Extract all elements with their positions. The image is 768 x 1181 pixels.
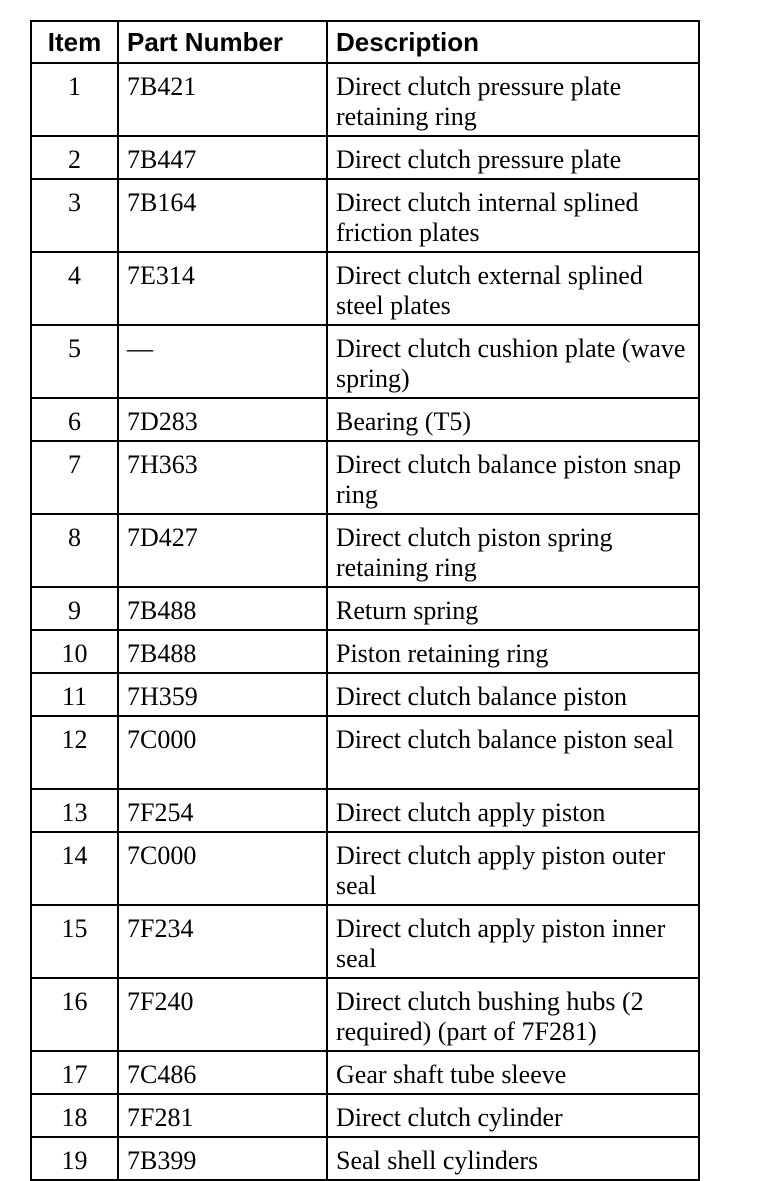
table-row <box>31 716 699 789</box>
item-cell: 12 <box>31 716 118 789</box>
item-cell: 16 <box>31 978 118 1051</box>
description-cell: Bearing (T5) <box>327 398 699 441</box>
item-header: Item <box>31 21 118 63</box>
item-cell: 14 <box>31 832 118 905</box>
item-cell: 19 <box>31 1137 118 1180</box>
part-number-cell: 7B421 <box>118 63 327 136</box>
table-row <box>31 789 699 832</box>
part-number-cell: 7B164 <box>118 179 327 252</box>
table-row <box>31 136 699 179</box>
description-cell: Direct clutch cushion plate (wave spring) <box>327 325 699 398</box>
description-cell: Direct clutch cylinder <box>327 1094 699 1137</box>
description-cell: Direct clutch balance piston seal <box>327 716 699 789</box>
part-number-cell: 7H363 <box>118 441 327 514</box>
table-row <box>31 441 699 514</box>
item-cell: 11 <box>31 673 118 716</box>
item-cell: 18 <box>31 1094 118 1137</box>
item-cell: 1 <box>31 63 118 136</box>
description-cell: Direct clutch balance piston snap ring <box>327 441 699 514</box>
parts-table <box>30 20 700 1181</box>
part-number-cell: 7B488 <box>118 587 327 630</box>
part-number-cell: 7B447 <box>118 136 327 179</box>
table-row <box>31 587 699 630</box>
part-number-cell: 7C486 <box>118 1051 327 1094</box>
item-cell: 7 <box>31 441 118 514</box>
description-cell: Direct clutch balance piston <box>327 673 699 716</box>
description-cell: Piston retaining ring <box>327 630 699 673</box>
item-cell: 13 <box>31 789 118 832</box>
table-row <box>31 1137 699 1180</box>
part-number-cell: 7C000 <box>118 716 327 789</box>
part-number-cell: — <box>118 325 327 398</box>
table-row <box>31 673 699 716</box>
description-cell: Direct clutch pressure plate retaining ring <box>327 63 699 136</box>
item-cell: 4 <box>31 252 118 325</box>
item-cell: 2 <box>31 136 118 179</box>
header-row <box>31 21 699 63</box>
table-row <box>31 905 699 978</box>
table-row <box>31 398 699 441</box>
part-number-cell: 7F240 <box>118 978 327 1051</box>
description-header: Description <box>327 21 699 63</box>
table-row <box>31 63 699 136</box>
item-cell: 17 <box>31 1051 118 1094</box>
table-row <box>31 325 699 398</box>
table-row <box>31 978 699 1051</box>
part-number-cell: 7H359 <box>118 673 327 716</box>
description-cell: Direct clutch pressure plate <box>327 136 699 179</box>
description-cell: Seal shell cylinders <box>327 1137 699 1180</box>
part-number-cell: 7B399 <box>118 1137 327 1180</box>
description-cell: Direct clutch bushing hubs (2 required) (part of 7F281) <box>327 978 699 1051</box>
part-number-cell: 7F281 <box>118 1094 327 1137</box>
item-cell: 5 <box>31 325 118 398</box>
table-row <box>31 832 699 905</box>
table-row <box>31 514 699 587</box>
part-number-header: Part Number <box>118 21 327 63</box>
part-number-cell: 7B488 <box>118 630 327 673</box>
table-row <box>31 630 699 673</box>
table-row <box>31 252 699 325</box>
description-cell: Direct clutch external splined steel plates <box>327 252 699 325</box>
table-row <box>31 1051 699 1094</box>
part-number-cell: 7F254 <box>118 789 327 832</box>
description-cell: Direct clutch piston spring retaining ring <box>327 514 699 587</box>
item-cell: 3 <box>31 179 118 252</box>
part-number-cell: 7E314 <box>118 252 327 325</box>
item-cell: 9 <box>31 587 118 630</box>
table-row <box>31 1094 699 1137</box>
part-number-cell: 7F234 <box>118 905 327 978</box>
part-number-cell: 7D283 <box>118 398 327 441</box>
description-cell: Direct clutch internal splined friction plates <box>327 179 699 252</box>
item-cell: 8 <box>31 514 118 587</box>
item-cell: 10 <box>31 630 118 673</box>
description-cell: Gear shaft tube sleeve <box>327 1051 699 1094</box>
description-cell: Direct clutch apply piston outer seal <box>327 832 699 905</box>
item-cell: 6 <box>31 398 118 441</box>
item-cell: 15 <box>31 905 118 978</box>
table-row <box>31 179 699 252</box>
description-cell: Direct clutch apply piston <box>327 789 699 832</box>
description-cell: Direct clutch apply piston inner seal <box>327 905 699 978</box>
part-number-cell: 7D427 <box>118 514 327 587</box>
description-cell: Return spring <box>327 587 699 630</box>
part-number-cell: 7C000 <box>118 832 327 905</box>
